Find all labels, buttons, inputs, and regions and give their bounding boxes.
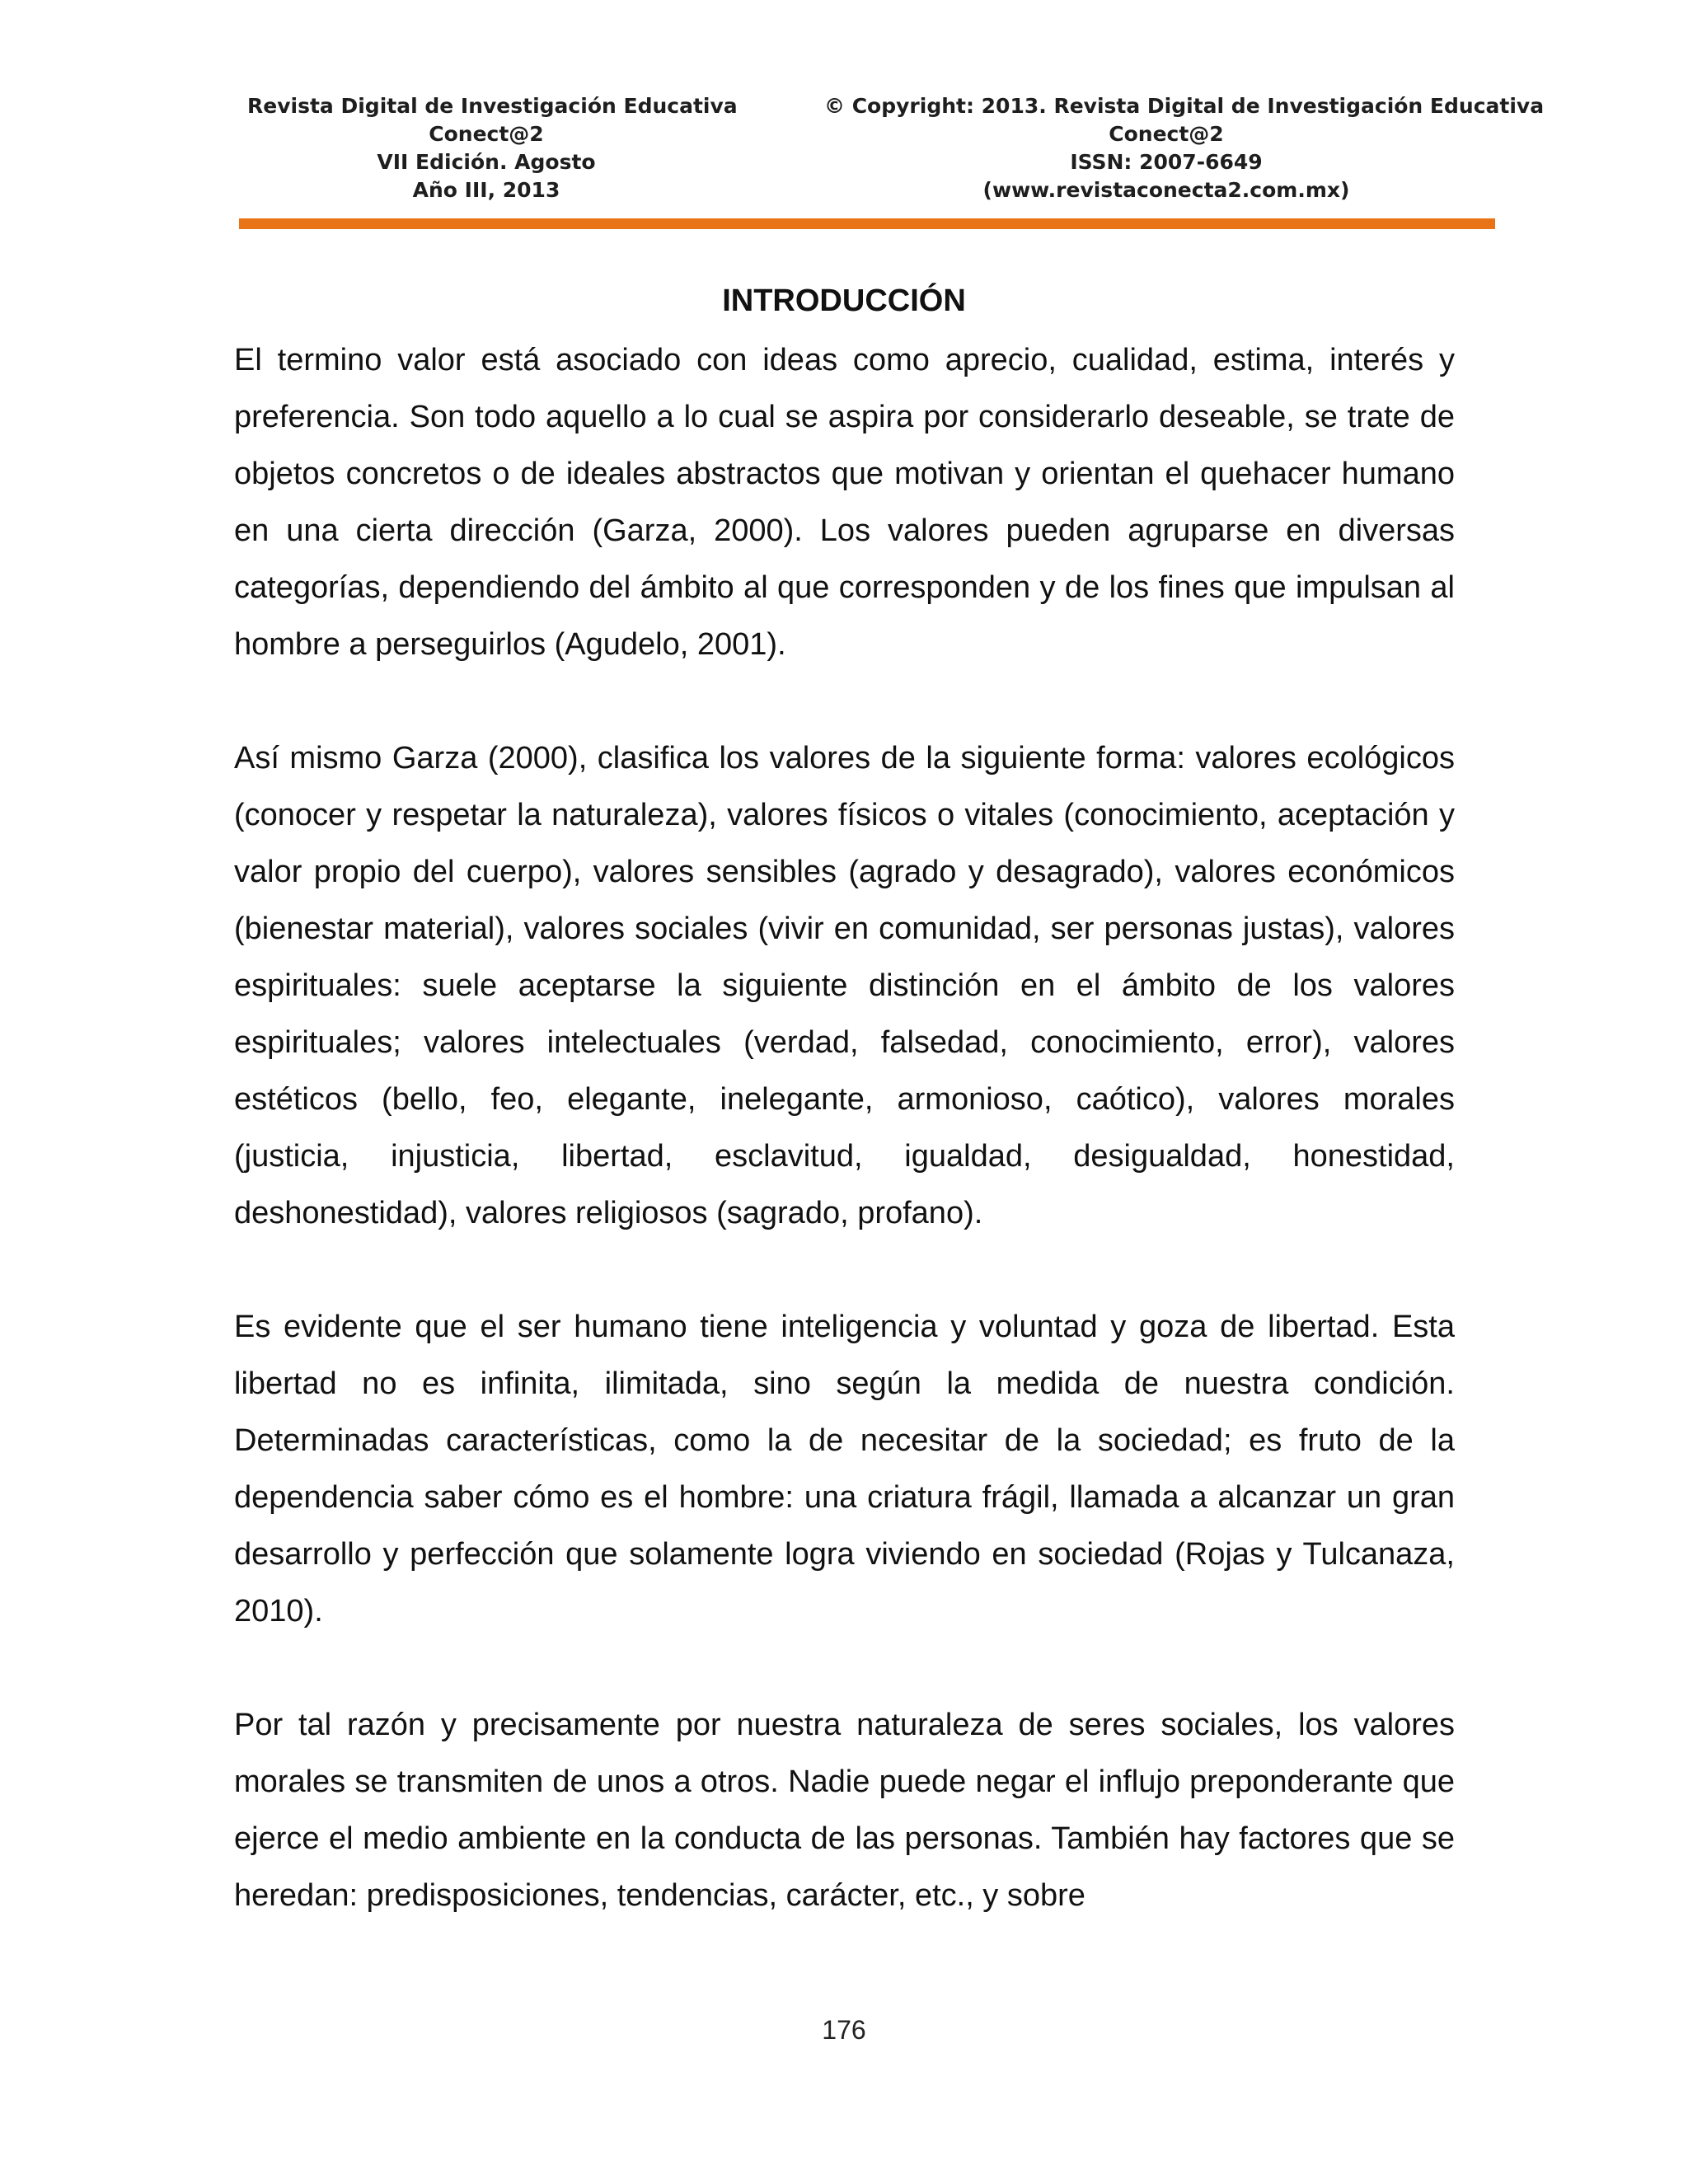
section-title: INTRODUCCIÓN xyxy=(722,284,966,318)
journal-header-right xyxy=(824,92,1545,204)
journal-short-name-right: Conect@2 xyxy=(1109,122,1224,146)
paragraph: El termino valor está asociado con ideas como aprecio, cualidad, estima, interés y preferencia. Son todo aquello a lo cual se aspira por considerarlo deseable, se trate de objetos concretos o de ideales abstractos que motivan y orientan el quehacer humano en una cierta dirección (Garza, 2000). Los valores pueden agruparse en diversas categorías, dependiendo del ámbito al que corresponden y de los fines que impulsan al hombre a perseguirlos (Agudelo, 2001). xyxy=(234,343,1455,662)
edition-label: VII Edición. Agosto xyxy=(377,150,596,174)
page-number: 176 xyxy=(822,2015,866,2045)
journal-website: (www.revistaconecta2.com.mx) xyxy=(982,178,1350,202)
body-text xyxy=(234,332,1455,1981)
journal-short-name: Conect@2 xyxy=(429,122,544,146)
header-divider xyxy=(239,218,1495,229)
paragraph: Es evidente que el ser humano tiene inteligencia y voluntad y goza de libertad. Esta libertad no es infinita, ilimitada, sino según la medida de nuestra condición. Determinadas características, como la de necesitar de la sociedad; es fruto de la dependencia saber cómo es el hombre: una criatura frágil, llamada a alcanzar un gran desarrollo y perfección que solamente logra viviendo en sociedad (Rojas y Tulcanaza, 2010). xyxy=(234,1310,1455,1629)
issn-label: ISSN: 2007-6649 xyxy=(1070,150,1263,174)
year-label: Año III, 2013 xyxy=(412,178,560,202)
paragraph: Por tal razón y precisamente por nuestra naturaleza de seres sociales, los valores morales se transmiten de unos a otros. Nadie puede negar el influjo preponderante que ejerce el medio ambiente en la conducta de las personas. También hay factores que se heredan: predisposiciones, tendencias, carácter, etc., y sobre xyxy=(234,1708,1455,1913)
copyright-line: © Copyright: 2013. Revista Digital de Investigación Educativa xyxy=(824,94,1545,118)
paragraph: Así mismo Garza (2000), clasifica los valores de la siguiente forma: valores ecológicos (conocer y respetar la naturaleza), valores físicos o vitales (conocimiento, aceptación y valor propio del cuerpo), valores sensibles (agrado y desagrado), valores económicos (bienestar material), valores sociales (vivir en comunidad, ser personas justas), valores espirituales: suele aceptarse la siguiente distinción en el ámbito de los valores espirituales; valores intelectuales (verdad, falsedad, conocimiento, error), valores estéticos (bello, feo, elegante, inelegante, armonioso, caótico), valores morales (justicia, injusticia, libertad, esclavitud, igualdad, desigualdad, honestidad, deshonestidad), valores religiosos (sagrado, profano). xyxy=(234,741,1455,1230)
journal-name: Revista Digital de Investigación Educativa xyxy=(247,94,738,118)
journal-header-left xyxy=(247,92,738,204)
